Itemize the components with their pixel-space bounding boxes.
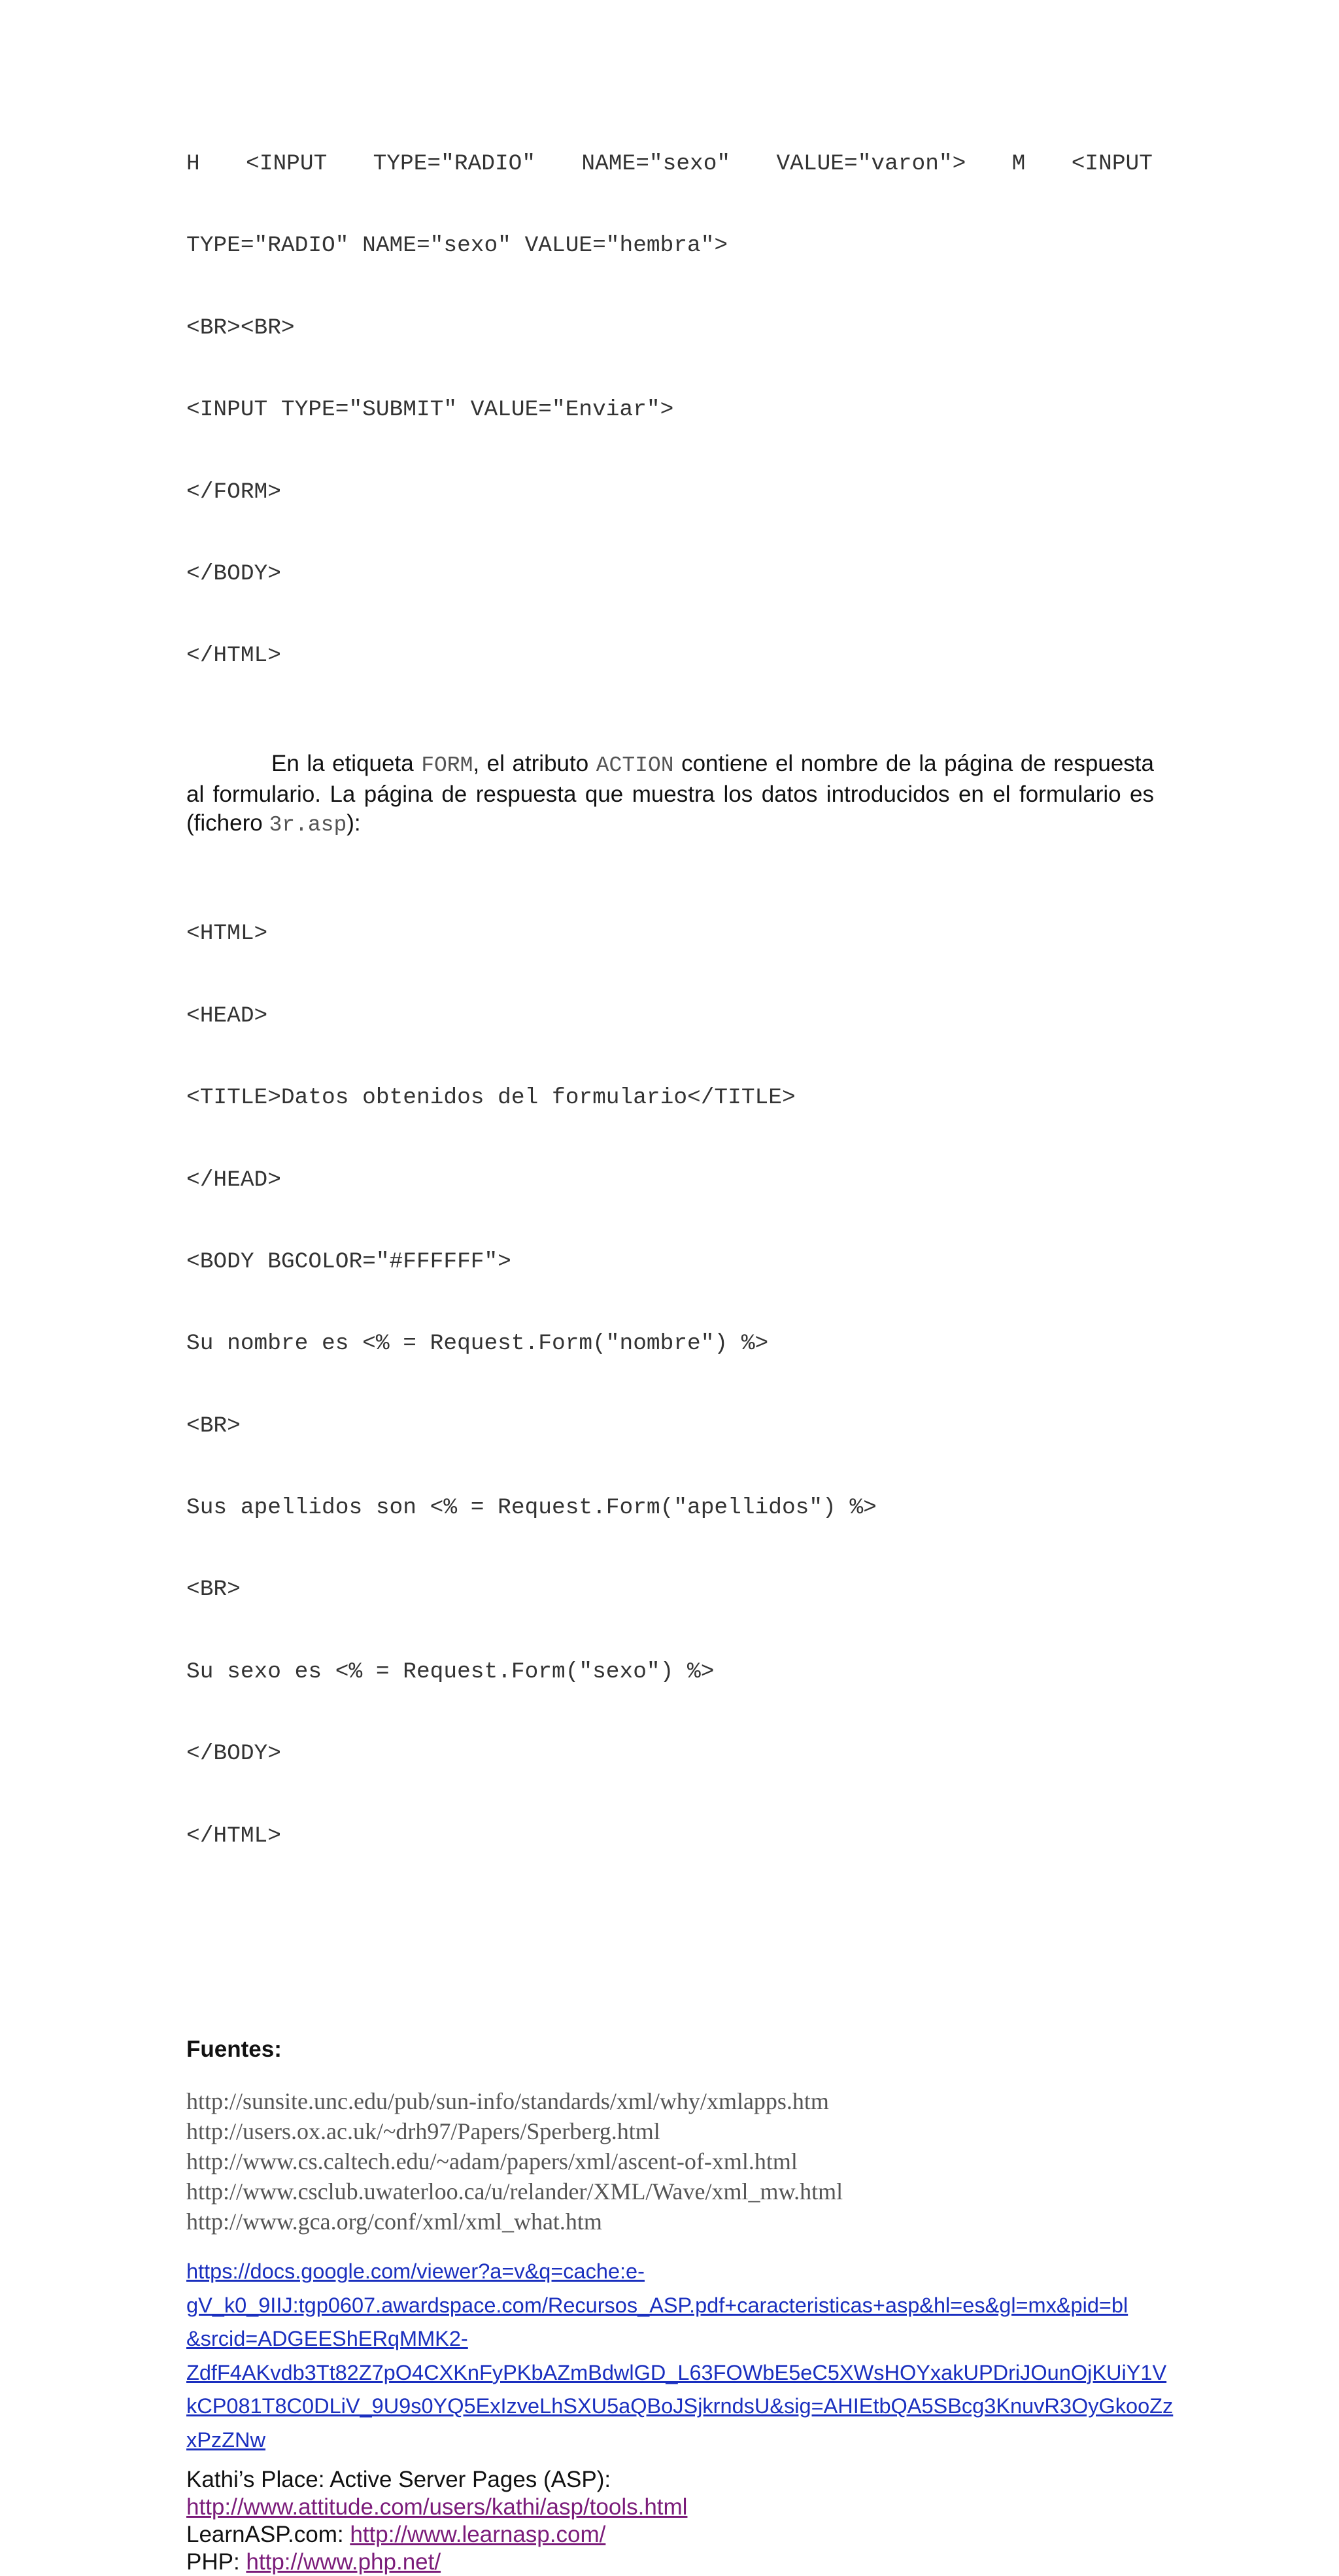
source-url: http://users.ox.ac.uk/~drh97/Papers/Sperberg.html <box>186 2118 660 2145</box>
code-line: </HEAD> <box>186 1167 281 1193</box>
php-label: PHP: <box>186 2549 246 2575</box>
source-url: http://www.gca.org/conf/xml/xml_what.htm <box>186 2208 602 2235</box>
code-line: Su sexo es <% = Request.Form("sexo") %> <box>186 1658 715 1685</box>
google-docs-link[interactable]: https://docs.google.com/viewer?a=v&q=cache:e- gV_k0_9IIJ:tgp0607.awardspace.com/Recursos_ASP.pdf+caracteristicas+asp&hl=es&gl=mx&pid=bl &srcid=ADGEEShERqMMK2- ZdfF4AKvdb3Tt82Z7pO4CXKnFyPKbAZmBdwlGD_L63FOWbE5eC5XWsHOYxakUPDriJOunOjKUiY1V kCP081T8C0DLiV_9U9s0YQ5ExIzveLhSXU5aQBoJSjkrndsU&sig=AHIEtbQA5SBcg3KnuvR3OyGkooZz xPzZNw <box>186 2259 1174 2452</box>
learnasp-label: LearnASP.com: <box>186 2522 350 2548</box>
explanation-paragraph: En la etiqueta FORM, el atributo ACTION contiene el nombre de la página de respuesta al formulario. La página de respuesta que muestra los datos introducidos en el formulario es (fichero 3r.asp): <box>186 750 1154 837</box>
php-link[interactable]: http://www.php.net/ <box>246 2549 441 2575</box>
code-line: <TITLE>Datos obtenidos del formulario</TITLE> <box>186 1085 796 1111</box>
code-line: </BODY> <box>186 560 281 587</box>
code-line: TYPE="RADIO" NAME="sexo" VALUE="hembra"> <box>186 233 728 259</box>
code-line: </HTML> <box>186 1823 281 1849</box>
code-block-response-page <box>186 866 1154 1904</box>
code-line: Sus apellidos son <% = Request.Form("apellidos") %> <box>186 1495 877 1521</box>
code-line: </HTML> <box>186 643 281 669</box>
sources-heading: Fuentes: <box>186 2036 282 2063</box>
code-line: Su nombre es <% = Request.Form("nombre") %> <box>186 1331 769 1357</box>
code-block-top <box>186 150 1154 725</box>
document-page <box>186 150 1174 2576</box>
source-url: http://www.csclub.uwaterloo.ca/u/relander/XML/Wave/xml_mw.html <box>186 2178 843 2205</box>
source-url: http://www.cs.caltech.edu/~adam/papers/xml/ascent-of-xml.html <box>186 2148 798 2175</box>
code-line: <BR> <box>186 1413 241 1439</box>
code-line: <HEAD> <box>186 1003 268 1029</box>
source-url-list <box>186 2086 1154 2237</box>
code-line: </FORM> <box>186 479 281 505</box>
code-line: <BR> <box>186 1577 241 1603</box>
source-url: http://sunsite.unc.edu/pub/sun-info/standards/xml/why/xmlapps.htm <box>186 2088 829 2115</box>
code-line: <HTML> <box>186 921 268 947</box>
code-line: <BODY BGCOLOR="#FFFFFF"> <box>186 1248 511 1275</box>
reference-list <box>186 2466 1154 2576</box>
code-line: H <INPUT TYPE="RADIO" NAME="sexo" VALUE="varon"> M <INPUT <box>186 151 1153 177</box>
kathi-link[interactable]: http://www.attitude.com/users/kathi/asp/tools.html <box>186 2494 688 2520</box>
code-line: <BR><BR> <box>186 315 295 341</box>
learnasp-link[interactable]: http://www.learnasp.com/ <box>350 2522 606 2548</box>
code-line: </BODY> <box>186 1741 281 1767</box>
kathi-label: Kathi’s Place: Active Server Pages (ASP): <box>186 2467 611 2493</box>
code-line: <INPUT TYPE="SUBMIT" VALUE="Enviar"> <box>186 397 674 423</box>
